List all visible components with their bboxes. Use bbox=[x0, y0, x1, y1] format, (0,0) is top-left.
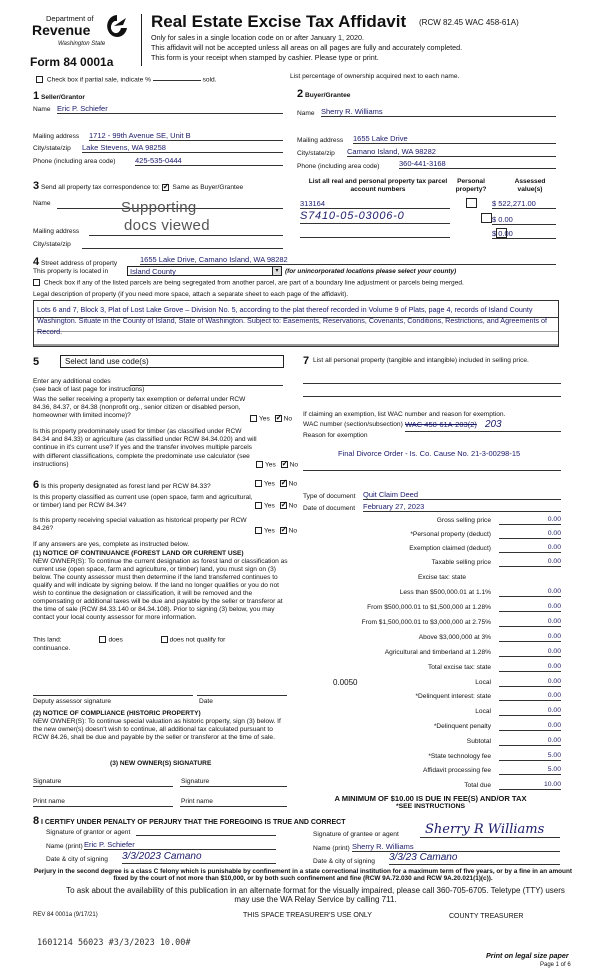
grantor-name-field[interactable]: Eric P. Schiefer bbox=[84, 840, 276, 850]
owner1-signature-field[interactable] bbox=[33, 786, 173, 787]
tax-row-subtotal bbox=[303, 737, 561, 749]
correspondence-heading bbox=[33, 180, 243, 193]
tax-label-gross: Gross selling price bbox=[436, 517, 491, 524]
seller-name-field[interactable]: Eric P. Schiefer bbox=[57, 104, 283, 114]
tax-value-tier4[interactable]: 0.00 bbox=[499, 633, 561, 642]
deputy-date-field[interactable] bbox=[197, 695, 287, 696]
forest-q3-yes-checkbox[interactable] bbox=[255, 527, 262, 534]
county-select-value: Island County bbox=[130, 267, 176, 276]
reason-line bbox=[303, 470, 561, 471]
personal-property-text: List all personal property (tangible and intangible) included in selling price. bbox=[313, 357, 529, 364]
notice-compliance-text: NEW OWNER(S): To continue special valuation as historic property, sign (3) below. If the new owner(s) doesn't wish to continue, all additional tax calculated pursuant to RCW 84.26, shall be due and payable by the seller or transferor at the time of sale. bbox=[33, 718, 281, 742]
tax-label-local: Local bbox=[475, 679, 491, 686]
tax-label-tier4: Above $3,000,000 at 3% bbox=[418, 634, 491, 641]
grantor-signature-label: Signature of grantor or agent bbox=[46, 829, 131, 836]
tax-value-exemption[interactable]: 0.00 bbox=[499, 544, 561, 553]
additional-codes-field[interactable] bbox=[130, 385, 283, 386]
tax-row-personal bbox=[303, 530, 561, 542]
assessed-value-header: Assessed value(s) bbox=[514, 178, 546, 193]
form-citation: (RCW 82.45 WAC 458-61A) bbox=[419, 18, 519, 27]
this-land-label: This land: bbox=[33, 636, 62, 644]
buyer-city-field[interactable]: Camano Island, WA 98282 bbox=[347, 147, 556, 157]
tax-label-delinquent-penalty: *Delinquent penalty bbox=[433, 723, 491, 730]
availability-notice: To ask about the availability of this publication in an alternate format for the visually impaired, please call 360-705-6705. Teletype (TTY) users may use the WA Relay Service by calling 711. bbox=[66, 886, 565, 905]
tax-row-excise-header bbox=[303, 573, 561, 585]
buyer-phone-field[interactable]: 360-441-3168 bbox=[399, 159, 556, 169]
tax-row-tier3 bbox=[303, 618, 561, 630]
wac-label: WAC number (section/subsection) bbox=[303, 421, 403, 428]
grantee-signature-script: Sherry R Williams bbox=[425, 822, 545, 837]
tax-row-total-state bbox=[303, 663, 561, 675]
street-label: Street address of property bbox=[40, 260, 118, 267]
same-as-buyer-checkbox[interactable] bbox=[162, 184, 169, 191]
tax-label-tier2: From $500,000.01 to $1,500,000 at 1.28% bbox=[367, 604, 491, 611]
seller-name-row bbox=[33, 106, 51, 114]
forest-q3-answers bbox=[255, 527, 297, 535]
grantee-signature-label: Signature of grantee or agent bbox=[313, 831, 399, 838]
buyer-city-label: City/state/zip bbox=[297, 150, 335, 157]
tax-row-agri bbox=[303, 648, 561, 660]
dor-swoosh-icon bbox=[106, 14, 128, 40]
personal-property-number: 7 bbox=[303, 355, 310, 367]
seller-city-label: City/state/zip bbox=[33, 145, 71, 152]
timber-question: Is this property predominately used for timber (as classified under RCW 84.34 and 84.33) or agriculture (as classified under RCW 84.34.020) and will continue in it's current use? If yes and the transfer involves multiple parcels with different classifications, complete the predominate use calculator (see instructions) bbox=[33, 428, 257, 468]
tax-row-tier2 bbox=[303, 603, 561, 615]
treasurer-use-label: THIS SPACE TREASURER'S USE ONLY bbox=[243, 912, 372, 919]
grantor-date-label: Date & city of signing bbox=[46, 856, 108, 863]
doc-date-label: Date of document bbox=[303, 505, 356, 512]
buyer-phone-label: Phone (including area code) bbox=[297, 163, 380, 170]
dept-line3: Washington State bbox=[58, 41, 106, 47]
owner2-signature-field[interactable] bbox=[180, 786, 287, 787]
legal-description-label: Legal description of property (if you need more space, attach a separate sheet to each page of the affidavit). bbox=[33, 291, 349, 298]
additional-codes-note: (see back of last page for instructions) bbox=[33, 386, 145, 393]
timber-no-label: No bbox=[289, 461, 299, 469]
supporting-docs-stamp-line1: Supporting bbox=[121, 199, 197, 216]
notice-continuance-title: (1) NOTICE OF CONTINUANCE (FOREST LAND OR CURRENT USE) bbox=[33, 550, 244, 557]
located-label: This property is located in bbox=[33, 268, 109, 275]
seller-heading bbox=[33, 90, 85, 103]
grantee-name-field[interactable]: Sherry R. Williams bbox=[352, 842, 560, 852]
grantor-signature-field[interactable] bbox=[136, 835, 276, 836]
exemption-no-label: No bbox=[283, 415, 293, 423]
seller-title: Seller/Grantor bbox=[40, 94, 85, 101]
tax-value-tier1[interactable]: 0.00 bbox=[499, 588, 561, 597]
form-number: Form 84 0001a bbox=[30, 55, 114, 69]
tax-value-taxable[interactable]: 0.00 bbox=[499, 558, 561, 567]
chevron-down-icon: ▾ bbox=[272, 267, 281, 275]
seller-phone-label: Phone (including area code) bbox=[33, 158, 116, 165]
forest-q1-no-label: No bbox=[288, 480, 298, 488]
deputy-signature-label: Deputy assessor signature bbox=[33, 698, 112, 705]
forest-number: 6 bbox=[33, 479, 40, 491]
new-owner-signature-title: (3) NEW OWNER(S) SIGNATURE bbox=[110, 760, 212, 767]
tax-row-local bbox=[303, 678, 561, 690]
doc-type-label: Type of document bbox=[303, 493, 356, 500]
exemption-no-checkbox[interactable] bbox=[275, 415, 282, 422]
tax-value-total-state[interactable]: 0.00 bbox=[499, 663, 561, 672]
tax-label-agri: Agricultural and timberland at 1.28% bbox=[384, 649, 491, 656]
tax-label-processing-fee: Affidavit processing fee bbox=[422, 767, 491, 774]
owner2-print-field[interactable] bbox=[180, 806, 287, 807]
correspondence-number: 3 bbox=[33, 180, 40, 192]
tax-label-subtotal: Subtotal bbox=[466, 738, 491, 745]
this-land-row bbox=[33, 636, 225, 644]
parcel-numbers-header: List all real and personal property tax parcel account numbers bbox=[308, 178, 448, 193]
correspondence-city-label: City/state/zip bbox=[33, 241, 71, 248]
certify-title: I CERTIFY UNDER PENALTY OF PERJURY THAT THE FOREGOING IS TRUE AND CORRECT bbox=[40, 819, 346, 826]
tax-row-delinquent-penalty bbox=[303, 722, 561, 734]
certify-heading bbox=[33, 815, 346, 828]
parcel-number-1[interactable]: 313164 bbox=[300, 199, 450, 209]
forest-q1-no-checkbox[interactable] bbox=[280, 480, 287, 487]
buyer-name-label: Name bbox=[297, 110, 315, 117]
buyer-number: 2 bbox=[297, 88, 304, 100]
exemption-yes-label: Yes bbox=[259, 415, 270, 423]
tax-value-delinquent-interest[interactable]: 0.00 bbox=[499, 692, 561, 701]
forest-q2-no-checkbox[interactable] bbox=[280, 502, 287, 509]
tax-label-personal: *Personal property (deduct) bbox=[410, 531, 491, 538]
tax-value-processing-fee[interactable]: 5.00 bbox=[499, 766, 561, 775]
owner2-signature-label: Signature bbox=[181, 778, 210, 785]
tax-row-taxable bbox=[303, 558, 561, 570]
personal-property-header: Personal property? bbox=[455, 178, 487, 193]
forest-q2-yes-checkbox[interactable] bbox=[255, 502, 262, 509]
tax-value-tech-fee[interactable]: 5.00 bbox=[499, 752, 561, 761]
tax-value-gross[interactable]: 0.00 bbox=[499, 516, 561, 525]
reason-field[interactable]: Final Divorce Order - Is. Co. Cause No. 21-3-00298-15 bbox=[338, 449, 521, 458]
buyer-title: Buyer/Grantee bbox=[304, 92, 351, 99]
doc-date-field[interactable]: February 27, 2023 bbox=[363, 502, 561, 512]
buyer-mailing-label: Mailing address bbox=[297, 137, 344, 144]
header-note1: Only for sales in a single location code on or after January 1, 2020. bbox=[151, 33, 364, 42]
grantee-date-field[interactable]: 3/3/23 Camano bbox=[389, 852, 560, 865]
parcel-number-3[interactable] bbox=[300, 229, 450, 238]
timber-yes-label: Yes bbox=[265, 461, 276, 469]
forest-q1-yes-checkbox[interactable] bbox=[255, 480, 262, 487]
personal-property-line2[interactable] bbox=[303, 396, 561, 397]
legal-size-note: Print on legal size paper bbox=[486, 951, 569, 960]
parcel-value-2[interactable]: $ 0.00 bbox=[492, 215, 556, 225]
forest-q1-row bbox=[33, 479, 211, 492]
forest-q2-answers bbox=[255, 502, 297, 510]
segregated-note: Check box if any of the listed parcels are being segregated from another parcel, are part of a boundary line adjustment or parcels being merged. bbox=[43, 279, 464, 287]
notice-continuance-text: NEW OWNER(S): To continue the current designation as forest land or classification as current use (open space, farm and agriculture, or timber) land, you must sign on (3) below. The county assessor must then determine if the land transferred continues to qualify and will indicate by signing below. If the land no longer qualifies or you do not wish to continue the designation or classification, it will be removed and the compensating or additional taxes will be due and payable by the seller or transferor at the time of sale (RCW 84.33.140 or 84.34.108). Prior to signing (3) below, you may contact your local county assessor for more information. bbox=[33, 558, 288, 622]
dept-line2: Revenue bbox=[32, 22, 91, 38]
minimum-due-note: A MINIMUM OF $10.00 IS DUE IN FEE(S) AND/OR TAX bbox=[334, 794, 527, 803]
ownership-note: List percentage of ownership acquired next to each name. bbox=[290, 73, 460, 80]
partial-sale-label: Check box if partial sale, indicate % bbox=[46, 76, 151, 84]
tax-label-tier3: From $1,500,000.01 to $3,000,000 at 2.75% bbox=[361, 619, 491, 626]
seller-name-label: Name bbox=[33, 106, 51, 113]
does-label: does bbox=[108, 636, 123, 644]
timber-question-answers bbox=[256, 461, 298, 469]
supporting-docs-stamp-line2: docs viewed bbox=[124, 217, 210, 234]
header-note3: This form is your receipt when stamped by cashier. Please type or print. bbox=[151, 53, 379, 62]
forest-q3-no-label: No bbox=[288, 527, 298, 535]
tax-label-total-state: Total excise tax: state bbox=[427, 664, 491, 671]
tax-label-interest-local: Local bbox=[475, 708, 491, 715]
seller-mailing-label: Mailing address bbox=[33, 133, 80, 140]
forest-q3: Is this property receiving special valuation as historical property per RCW 84.26? bbox=[33, 517, 247, 532]
same-as-buyer-label: Same as Buyer/Grantee bbox=[172, 184, 244, 191]
tax-label-excise: Excise tax: state bbox=[417, 574, 466, 581]
seller-phone-field[interactable]: 425-535-0444 bbox=[135, 156, 283, 166]
tax-value-personal[interactable]: 0.00 bbox=[499, 530, 561, 539]
owner1-signature-label: Signature bbox=[33, 778, 62, 785]
forest-q2-no-label: No bbox=[288, 502, 298, 510]
grantee-date-label: Date & city of signing bbox=[313, 858, 375, 865]
exemption-question: Was the seller receiving a property tax exemption or deferral under RCW 84.36, 84.37, or 84.38 (nonprofit org., senior citizen or disabled person, homeowner with limited income)? bbox=[33, 396, 246, 420]
exemption-question-answers bbox=[250, 415, 292, 423]
tax-label-tech-fee: *State technology fee bbox=[428, 753, 491, 760]
claim-exemption-label: If claiming an exemption, list WAC number and reason for exemption. bbox=[303, 411, 506, 418]
owner1-print-label: Print name bbox=[33, 798, 65, 805]
tax-value-delinquent-penalty[interactable]: 0.00 bbox=[499, 722, 561, 731]
continuance-label: continuance. bbox=[33, 645, 71, 652]
forest-q3-no-checkbox[interactable] bbox=[280, 527, 287, 534]
forest-q3-yes-label: Yes bbox=[264, 527, 275, 535]
cashier-stamp: 1601214 56023 #3/3/2023 10.00# bbox=[37, 938, 191, 948]
tax-row-total-due bbox=[303, 781, 561, 793]
forest-q2: Is this property classified as current use (open space, farm and agricultural, or timber) land per RCW 84.34? bbox=[33, 494, 253, 509]
tax-row-interest-local bbox=[303, 707, 561, 719]
doc-type-field[interactable]: Quit Claim Deed bbox=[363, 490, 561, 500]
tax-label-exemption: Exemption claimed (deduct) bbox=[409, 545, 491, 552]
deputy-signature-field[interactable] bbox=[33, 695, 193, 696]
certify-number: 8 bbox=[33, 815, 40, 827]
tax-value-local[interactable]: 0.00 bbox=[499, 678, 561, 687]
tax-label-delinquent-interest: *Delinquent interest: state bbox=[415, 693, 491, 700]
dept-line1: Department of bbox=[46, 14, 94, 23]
tax-value-total-due[interactable]: 10.00 bbox=[499, 781, 561, 790]
parcel-1-personal-checkbox[interactable] bbox=[466, 198, 477, 208]
notice-compliance-title: (2) NOTICE OF COMPLIANCE (HISTORIC PROPERTY) bbox=[33, 710, 201, 717]
does-qualify-checkbox[interactable] bbox=[99, 636, 106, 643]
reason-label: Reason for exemption bbox=[303, 432, 368, 439]
parcel-value-3[interactable]: $ 0.00 bbox=[492, 229, 556, 239]
tax-row-delinquent-interest bbox=[303, 692, 561, 704]
does-not-qualify-checkbox[interactable] bbox=[161, 636, 168, 643]
land-use-select-label: Select land use code(s) bbox=[65, 357, 149, 366]
grantor-date-field[interactable]: 3/3/2023 Camano bbox=[122, 851, 276, 864]
partial-sale-row bbox=[36, 76, 217, 84]
forest-q1-answers bbox=[255, 480, 297, 488]
tax-row-tier1 bbox=[303, 588, 561, 600]
tax-label-total-due: Total due bbox=[464, 782, 491, 789]
wac-handwritten-correction: 203 bbox=[484, 419, 502, 430]
county-treasurer-label: COUNTY TREASURER bbox=[449, 913, 524, 920]
segregated-checkbox[interactable] bbox=[33, 279, 40, 286]
correspondence-mailing-label: Mailing address bbox=[33, 228, 80, 235]
tax-row-processing-fee bbox=[303, 766, 561, 778]
correspondence-mailing-field[interactable] bbox=[89, 235, 283, 236]
buyer-heading bbox=[297, 88, 350, 101]
seller-city-field[interactable]: Lake Stevens, WA 98258 bbox=[82, 143, 283, 153]
page-number: Page 1 of 6 bbox=[540, 962, 571, 968]
forest-if-yes: If any answers are yes, complete as instructed below. bbox=[33, 541, 190, 548]
legal-description-field[interactable]: Lots 6 and 7, Block 3, Plat of Lost Lake Grove – Division No. 5, according to the plat thereof recorded in Volume 9 of Plats, page 4, records of Island County Washington. Situate in the County of Island, State of Washington. Subject to: Easements, Reservations, Covenants, Conditions, Restrictions, and Agreements of Record. bbox=[33, 300, 559, 347]
partial-sale-checkbox[interactable] bbox=[36, 76, 43, 83]
timber-no-checkbox[interactable] bbox=[281, 461, 288, 468]
deputy-date-label: Date bbox=[199, 698, 213, 705]
tax-row-tier4 bbox=[303, 633, 561, 645]
buyer-mailing-field[interactable]: 1655 Lake Drive bbox=[353, 134, 556, 144]
seller-mailing-field[interactable]: 1712 - 99th Avenue SE, Unit B bbox=[89, 131, 283, 141]
tax-row-tech-fee bbox=[303, 752, 561, 764]
header-note2: This affidavit will not be accepted unless all areas on all pages are fully and accurately completed. bbox=[151, 43, 463, 52]
tax-value-tier2[interactable]: 0.00 bbox=[499, 603, 561, 612]
buyer-name-field[interactable]: Sherry R. Williams bbox=[321, 107, 556, 117]
tax-value-agri[interactable]: 0.00 bbox=[499, 648, 561, 657]
owner1-print-field[interactable] bbox=[33, 806, 173, 807]
dor-logo bbox=[32, 14, 132, 54]
grantor-name-label: Name (print) bbox=[46, 843, 83, 850]
county-select[interactable] bbox=[127, 266, 282, 276]
segregated-row bbox=[33, 279, 464, 287]
forest-q1-yes-label: Yes bbox=[264, 480, 275, 488]
correspondence-name-label: Name bbox=[33, 200, 51, 207]
partial-sale-percent-field[interactable] bbox=[153, 80, 201, 81]
personal-property-line1[interactable] bbox=[303, 383, 561, 384]
timber-yes-checkbox[interactable] bbox=[256, 461, 263, 468]
street-number: 4 bbox=[33, 256, 40, 268]
parcel-value-1[interactable]: $ 522,271.00 bbox=[492, 199, 556, 209]
land-use-select[interactable] bbox=[60, 355, 284, 368]
tax-row-gross bbox=[303, 516, 561, 528]
exemption-yes-checkbox[interactable] bbox=[250, 415, 257, 422]
local-rate: 0.0050 bbox=[333, 678, 358, 687]
tax-label-taxable: Taxable selling price bbox=[431, 559, 491, 566]
partial-sale-sold: sold. bbox=[202, 76, 217, 84]
unincorporated-note: (for unincorporated locations please select your county) bbox=[285, 268, 457, 275]
correspondence-label: Send all property tax correspondence to: bbox=[40, 184, 160, 191]
revision-label: REV 84 0001a (9/17/21) bbox=[33, 912, 98, 918]
see-instructions-note: *SEE INSTRUCTIONS bbox=[395, 803, 466, 810]
tax-value-subtotal[interactable]: 0.00 bbox=[499, 737, 561, 746]
additional-codes-label: Enter any additional codes bbox=[33, 378, 111, 385]
does-not-label: does not qualify for bbox=[169, 636, 226, 644]
parcel-number-2[interactable]: S7410-05-03006-0 bbox=[300, 210, 450, 224]
grantee-name-label: Name (print) bbox=[313, 845, 350, 852]
wac-number-value: WAC 458-61A-203(2) bbox=[405, 420, 477, 429]
header-divider bbox=[141, 14, 142, 66]
tax-value-interest-local[interactable]: 0.00 bbox=[499, 707, 561, 716]
perjury-notice: Perjury in the second degree is a class C felony which is punishable by confinement in a state correctional institution for a maximum term of five years, or by a fine in an amount fixed by the court of not more than $10,000, or by both such confinement and fine (RCW 9A.72.030 and RCW 9A.20.021(1)(c)). bbox=[33, 868, 572, 883]
land-use-number: 5 bbox=[33, 356, 40, 368]
forest-q2-yes-label: Yes bbox=[264, 502, 275, 510]
form-title: Real Estate Excise Tax Affidavit bbox=[151, 12, 407, 31]
street-address-field[interactable]: 1655 Lake Drive, Camano Island, WA 98282 bbox=[140, 255, 556, 265]
parcel-2-personal-checkbox[interactable] bbox=[481, 213, 492, 223]
tax-row-exemption bbox=[303, 544, 561, 556]
correspondence-city-field[interactable] bbox=[82, 248, 283, 249]
forest-q1: Is this property designated as forest land per RCW 84.33? bbox=[40, 483, 211, 490]
tax-value-tier3[interactable]: 0.00 bbox=[499, 618, 561, 627]
owner2-print-label: Print name bbox=[181, 798, 213, 805]
wac-number-field[interactable] bbox=[405, 419, 561, 432]
tax-label-tier1: Less than $500,000.01 at 1.1% bbox=[399, 589, 491, 596]
seller-number: 1 bbox=[33, 90, 40, 102]
